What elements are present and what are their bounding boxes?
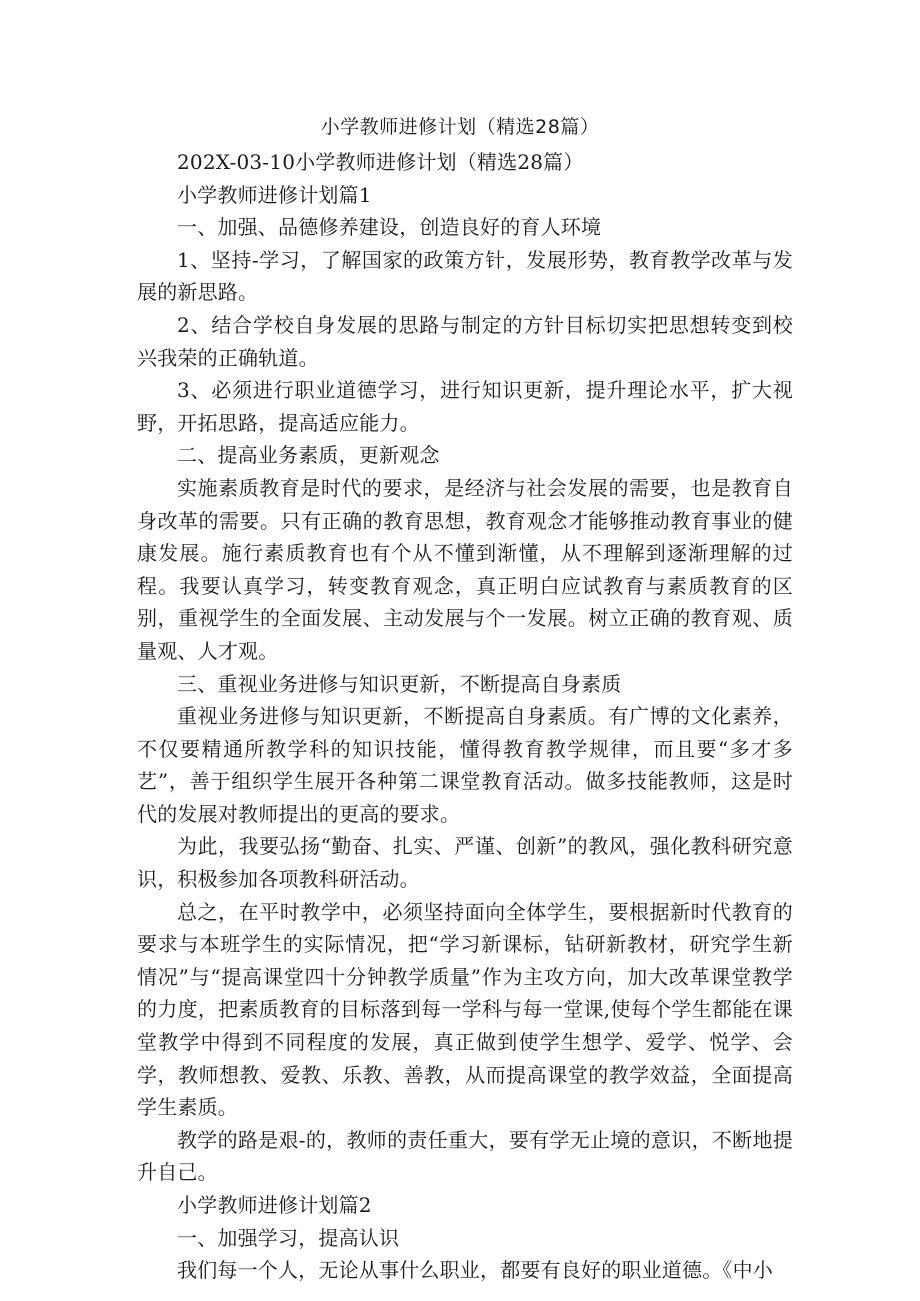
paragraph: 教学的路是艰-的，教师的责任重大，要有学无止境的意识，不断地提升自己。 xyxy=(137,1127,793,1185)
subheading-1: 一、加强、品德修养建设，创造良好的育人环境 xyxy=(177,215,602,240)
paragraph: 我们每一个人，无论从事什么职业，都要有良好的职业道德。《中小 xyxy=(177,1258,773,1283)
paragraph: 实施素质教育是时代的要求，是经济与社会发展的需要，也是教育自身改革的需要。只有正确的教育思想，教育观念才能够推动教育事业的健康发展。施行素质教育也有个从不懂到渐懂，从不理解到逐渐理解的过程。我要认真学习，转变教育观念，真正明白应试教育与素质教育的区别，重视学生的全面发展、主动发展与个一发展。树立正确的教育观、质量观、人才观。 xyxy=(137,475,793,663)
paragraph-item-3: 3、必须进行职业道德学习，进行知识更新，提升理论水平，扩大视野，开拓思路，提高适应能力。 xyxy=(137,378,793,435)
subheading-3: 三、重视业务进修与知识更新，不断提高自身素质 xyxy=(177,671,622,696)
document-title: 小学教师进修计划（精选28篇） xyxy=(320,116,600,138)
date-line: 202X-03-10小学教师进修计划（精选28篇） xyxy=(177,150,584,174)
subheading-part2-1: 一、加强学习，提高认识 xyxy=(177,1225,400,1250)
section-heading-part2: 小学教师进修计划篇2 xyxy=(177,1193,372,1217)
paragraph: 重视业务进修与知识更新，不断提高自身素质。有广博的文化素养，不仅要精通所教学科的知识技能，懂得教育教学规律，而且要“多才多艺”，善于组织学生展开各种第二课堂教育活动。做多技能教师，这是时代的发展对教师提出的更高的要求。 xyxy=(137,704,793,826)
paragraph: 总之，在平时教学中，必须坚持面向全体学生，要根据新时代教育的要求与本班学生的实际情况，把“学习新课标，钻研新教材，研究学生新情况”与“提高课堂四十分钟教学质量”作为主攻方向，加大改革课堂教学的力度，把素质教育的目标落到每一学科与每一堂课,使每个学生都能在课堂教学中得到不同程度的发展，真正做到使学生想学、爱学、悦学、会学，教师想教、爱教、乐教、善教，从而提高课堂的教学效益，全面提高学生素质。 xyxy=(137,899,793,1120)
document-body xyxy=(137,146,793,1287)
section-heading-part1: 小学教师进修计划篇1 xyxy=(177,182,372,207)
paragraph: 为此，我要弘扬“勤奋、扎实、严谨、创新”的教风，强化教科研究意识，积极参加各项教科研活动。 xyxy=(137,834,793,892)
paragraph-item-2: 2、结合学校自身发展的思路与制定的方针目标切实把思想转变到校兴我荣的正确轨道。 xyxy=(137,312,793,370)
subheading-2: 二、提高业务素质，更新观念 xyxy=(177,443,440,468)
paragraph-item-1: 1、坚持-学习，了解国家的政策方针，发展形势，教育教学改革与发展的新思路。 xyxy=(137,247,793,305)
